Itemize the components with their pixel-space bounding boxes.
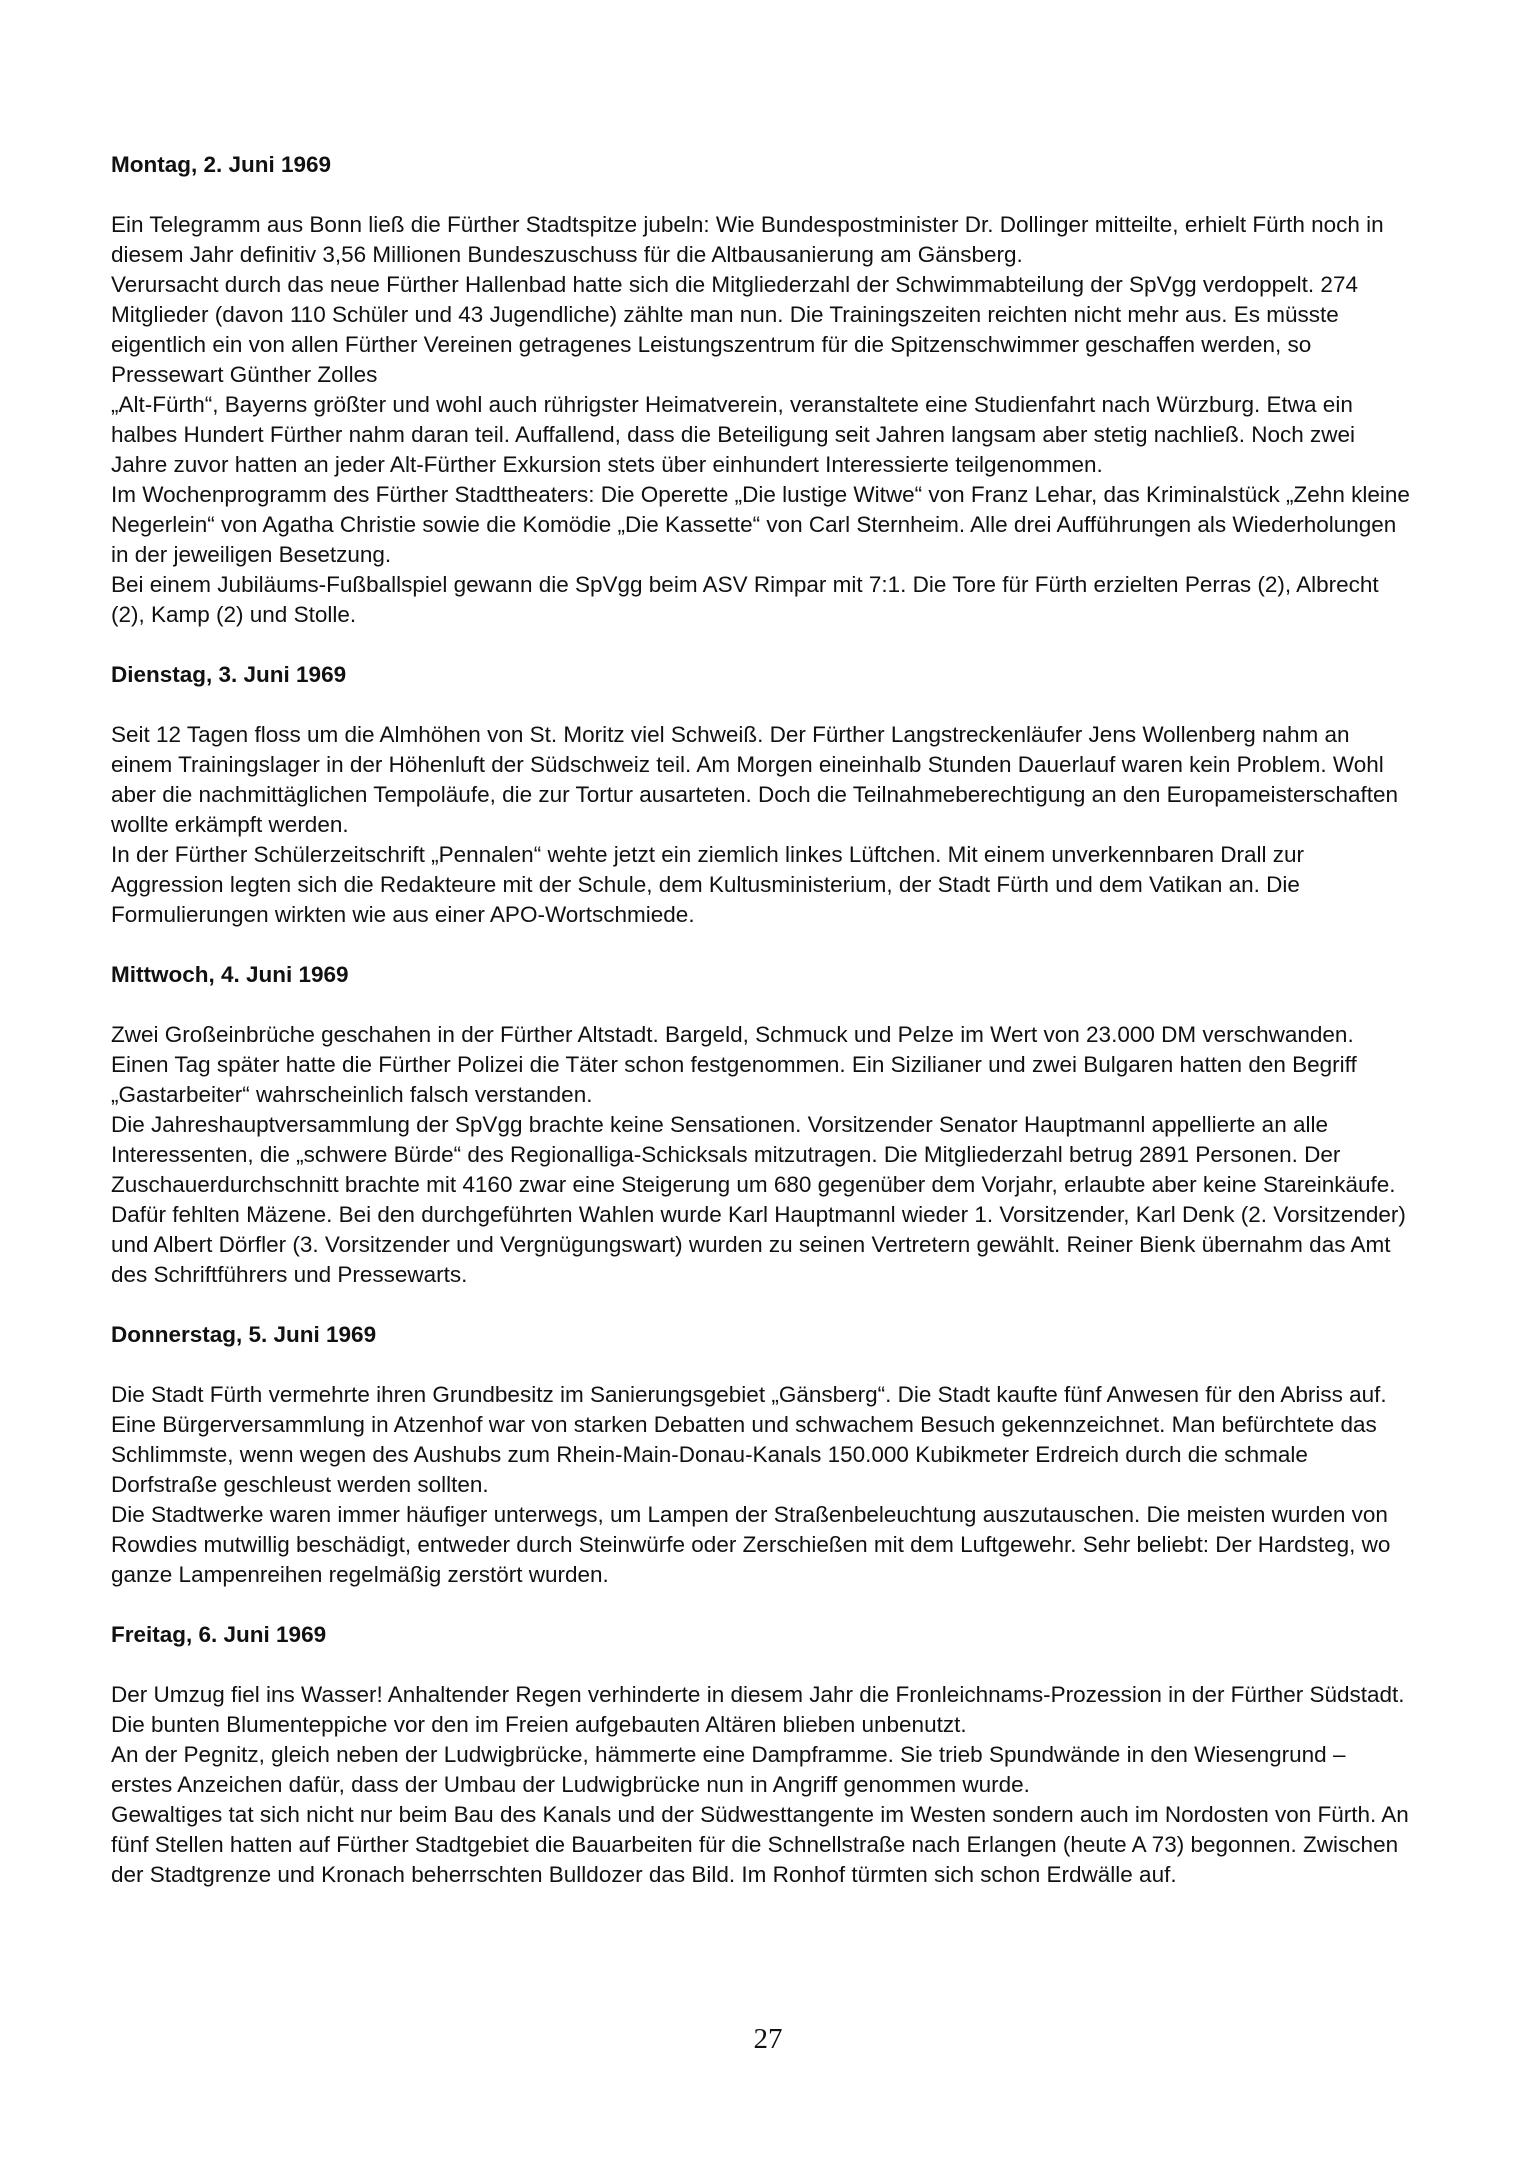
paragraph: Ein Telegramm aus Bonn ließ die Fürther Stadtspitze jubeln: Wie Bundespostminister Dr. Dollinger mitteilte, erhielt Fürth noch in diesem Jahr definitiv 3,56 Millionen Bundeszuschuss für die Altbausanierung am Gänsberg. — [111, 212, 1384, 267]
paragraph: Der Umzug fiel ins Wasser! Anhaltender Regen verhinderte in diesem Jahr die Fronleichnams-Prozession in der Fürther Südstadt. Die bunten Blumenteppiche vor den im Freien aufgebauten Altären blieben unbenutzt. — [111, 1682, 1405, 1737]
section-heading: Mittwoch, 4. Juni 1969 — [111, 962, 349, 987]
paragraph: Eine Bürgerversammlung in Atzenhof war von starken Debatten und schwachem Besuch gekennzeichnet. Man befürchtete das Schlimmste, wenn wegen des Aushubs zum Rhein-Main-Donau-Kanals 150.000 Kubikmeter Erdreich durch die schmale Dorfstraße geschleust werden sollten. — [111, 1412, 1377, 1497]
paragraph: Die Jahreshauptversammlung der SpVgg brachte keine Sensationen. Vorsitzender Senator Hauptmannl appellierte an alle Interessenten, die „schwere Bürde“ des Regionalliga-Schicksals mitzutragen. Die Mitgliederzahl betrug 2891 Personen. Der Zuschauerdurchschnitt brachte mit 4160 zwar eine Steigerung um 680 gegenüber dem Vorjahr, erlaubte aber keine Stareinkäufe. Dafür fehlten Mäzene. Bei den durchgeführten Wahlen wurde Karl Hauptmannl wieder 1. Vorsitzender, Karl Denk (2. Vorsitzender) und Albert Dörfler (3. Vorsitzender und Vergnügungswart) wurden zu seinen Vertretern gewählt. Reiner Bienk übernahm das Amt des Schriftführers und Pressewarts. — [111, 1112, 1406, 1287]
section-heading: Dienstag, 3. Juni 1969 — [111, 662, 347, 687]
paragraph: Zwei Großeinbrüche geschahen in der Fürther Altstadt. Bargeld, Schmuck und Pelze im Wert von 23.000 DM verschwanden. Einen Tag später hatte die Fürther Polizei die Täter schon festgenommen. Ein Sizilianer und zwei Bulgaren hatten den Begriff „Gastarbeiter“ wahrscheinlich falsch verstanden. — [111, 1022, 1357, 1107]
paragraph: In der Fürther Schülerzeitschrift „Pennalen“ wehte jetzt ein ziemlich linkes Lüftchen. Mit einem unverkennbaren Drall zur Aggression legten sich die Redakteure mit der Schule, dem Kultusministerium, der Stadt Fürth und dem Vatikan an. Die Formulierungen wirkten wie aus einer APO-Wortschmiede. — [111, 842, 1305, 927]
section-monday — [111, 150, 1411, 630]
document-page — [111, 150, 1411, 1920]
paragraph: Bei einem Jubiläums-Fußballspiel gewann die SpVgg beim ASV Rimpar mit 7:1. Die Tore für Fürth erzielten Perras (2), Albrecht (2), Kamp (2) und Stolle. — [111, 572, 1379, 627]
paragraph: An der Pegnitz, gleich neben der Ludwigbrücke, hämmerte eine Dampframme. Sie trieb Spundwände in den Wiesengrund – erstes Anzeichen dafür, dass der Umbau der Ludwigbrücke nun in Angriff genommen wurde. — [111, 1742, 1346, 1797]
paragraph: Verursacht durch das neue Fürther Hallenbad hatte sich die Mitgliederzahl der Schwimmabteilung der SpVgg verdoppelt. 274 Mitglieder (davon 110 Schüler und 43 Jugendliche) zählte man nun. Die Trainingszeiten reichten nicht mehr aus. Es müsste eigentlich ein von allen Fürther Vereinen getragenes Leistungszentrum für die Spitzenschwimmer geschaffen werden, so Pressewart Günther Zolles — [111, 272, 1358, 387]
section-heading: Donnerstag, 5. Juni 1969 — [111, 1322, 377, 1347]
paragraph: Die Stadt Fürth vermehrte ihren Grundbesitz im Sanierungsgebiet „Gänsberg“. Die Stadt kaufte fünf Anwesen für den Abriss auf. — [111, 1382, 1387, 1407]
paragraph: Die Stadtwerke waren immer häufiger unterwegs, um Lampen der Straßenbeleuchtung auszutauschen. Die meisten wurden von Rowdies mutwillig beschädigt, entweder durch Steinwürfe oder Zerschießen mit dem Luftgewehr. Sehr beliebt: Der Hardsteg, wo ganze Lampenreihen regelmäßig zerstört wurden. — [111, 1502, 1391, 1587]
section-wednesday — [111, 960, 1411, 1290]
paragraph: Seit 12 Tagen floss um die Almhöhen von St. Moritz viel Schweiß. Der Fürther Langstreckenläufer Jens Wollenberg nahm an einem Trainingslager in der Höhenluft der Südschweiz teil. Am Morgen eineinhalb Stunden Dauerlauf waren kein Problem. Wohl aber die nachmittäglichen Tempoläufe, die zur Tortur ausarteten. Doch die Teilnahmeberechtigung an den Europameisterschaften wollte erkämpft werden. — [111, 722, 1399, 837]
page-number: 27 — [753, 2023, 783, 2055]
paragraph: Im Wochenprogramm des Fürther Stadttheaters: Die Operette „Die lustige Witwe“ von Franz Lehar, das Kriminalstück „Zehn kleine Negerlein“ von Agatha Christie sowie die Komödie „Die Kassette“ von Carl Sternheim. Alle drei Aufführungen als Wiederholungen in der jeweiligen Besetzung. — [111, 482, 1410, 567]
section-heading: Montag, 2. Juni 1969 — [111, 152, 332, 177]
section-thursday — [111, 1320, 1411, 1590]
paragraph: Gewaltiges tat sich nicht nur beim Bau des Kanals und der Südwesttangente im Westen sondern auch im Nordosten von Fürth. An fünf Stellen hatten auf Fürther Stadtgebiet die Bauarbeiten für die Schnellstraße nach Erlangen (heute A 73) begonnen. Zwischen der Stadtgrenze und Kronach beherrschten Bulldozer das Bild. Im Ronhof türmten sich schon Erdwälle auf. — [111, 1802, 1409, 1887]
section-friday — [111, 1620, 1411, 1890]
section-tuesday — [111, 660, 1411, 930]
section-heading: Freitag, 6. Juni 1969 — [111, 1622, 327, 1647]
paragraph: „Alt-Fürth“, Bayerns größter und wohl auch rührigster Heimatverein, veranstaltete eine Studienfahrt nach Würzburg. Etwa ein halbes Hundert Fürther nahm daran teil. Auffallend, dass die Beteiligung seit Jahren langsam aber stetig nachließ. Noch zwei Jahre zuvor hatten an jeder Alt-Fürther Exkursion stets über einhundert Interessierte teilgenommen. — [111, 392, 1356, 477]
